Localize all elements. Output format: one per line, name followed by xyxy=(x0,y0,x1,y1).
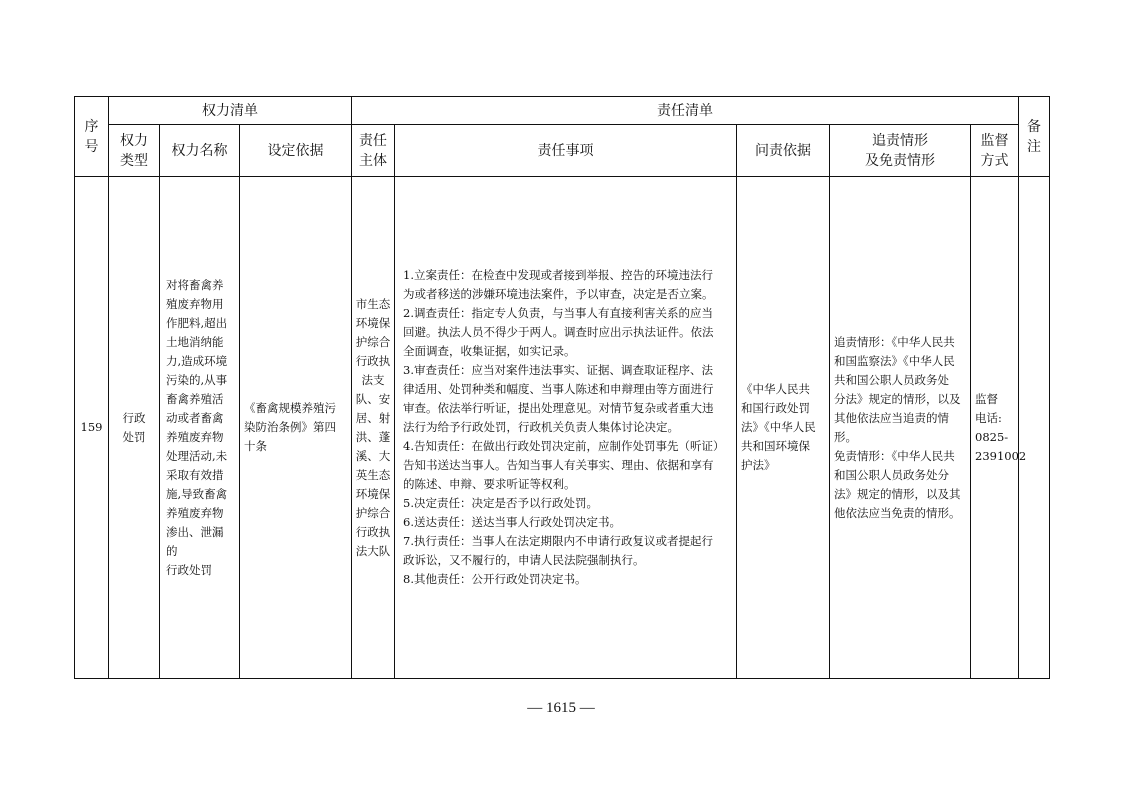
header-seq-text xyxy=(75,117,108,157)
header-responsibility-list: 责任清单 xyxy=(352,97,1019,125)
text-line: 施,导致畜禽 xyxy=(166,486,228,501)
text-line: 及免责情形 xyxy=(865,152,935,169)
text-line: 监督 xyxy=(980,132,1009,149)
legal-basis-text xyxy=(244,399,347,456)
power-responsibility-table xyxy=(74,96,1050,679)
text-line: 行政 xyxy=(122,410,146,425)
header-power-type xyxy=(109,125,160,177)
text-line: 号 xyxy=(84,138,99,155)
text-line: 十条 xyxy=(244,439,267,453)
text-line: 养殖废弃物 xyxy=(166,429,224,444)
text-line: 动或者畜禽 xyxy=(166,410,224,425)
text-line: 土地消纳能 xyxy=(166,334,224,349)
supervision-text xyxy=(975,390,1027,466)
header-remark xyxy=(1019,97,1050,177)
text-line: 告知书送达当事人。告知当事人有关事实、理由、依据和享有 xyxy=(403,458,714,472)
text-line: 法行为给予行政处罚，行政机关负责人集体讨论决定。 xyxy=(403,420,679,434)
text-line: 2.调查责任：指定专人负责，与当事人有直接利害关系的应当 xyxy=(403,306,713,320)
table-row xyxy=(75,177,1050,679)
text-line: 队、安 xyxy=(355,391,391,406)
header-accountability-cases xyxy=(830,125,971,177)
text-line: 共和国环境保 xyxy=(741,439,810,453)
header-subject xyxy=(352,125,395,177)
text-line: 分法》规定的情形，以及 xyxy=(834,391,961,406)
text-line: 审查。依法举行听证，提出处理意见。对情节复杂或者重大违 xyxy=(403,401,714,415)
header-legal-basis: 设定依据 xyxy=(240,125,352,177)
header-power-list: 权力清单 xyxy=(109,97,352,125)
header-power-name: 权力名称 xyxy=(160,125,240,177)
text-line: 处罚 xyxy=(122,429,146,444)
text-line: 市生态 xyxy=(355,296,391,311)
text-line: 类型 xyxy=(120,152,148,169)
header-subject-text xyxy=(352,131,394,171)
text-line: 处理活动,未 xyxy=(166,448,228,463)
text-line: 污染的,从事 xyxy=(166,372,228,387)
text-line: 6.送达责任：送达当事人行政处罚决定书。 xyxy=(403,515,621,529)
text-line: 法》《中华人民 xyxy=(741,420,816,434)
text-line: 法》规定的情形，以及其 xyxy=(834,486,961,501)
header-supervision xyxy=(971,125,1019,177)
text-line: 其他依法应当追责的情 xyxy=(834,410,949,425)
text-line: 追责情形 xyxy=(872,132,928,149)
text-line: 环境保 xyxy=(355,315,391,330)
cell-accountability-cases xyxy=(830,177,971,679)
accountability-basis-text xyxy=(741,380,825,475)
text-line: 3.审查责任：应当对案件违法事实、证据、调查取证程序、法 xyxy=(403,363,713,377)
text-line: 5.决定责任：决定是否予以行政处罚。 xyxy=(403,496,598,510)
text-line: 备 xyxy=(1027,118,1042,135)
text-line: 行政执 xyxy=(355,524,391,539)
text-line: 共和国公职人员政务处 xyxy=(834,372,949,387)
text-line: 对将畜禽养 xyxy=(166,277,224,292)
text-line: 环境保 xyxy=(355,486,391,501)
text-line: 方式 xyxy=(980,152,1009,169)
subject-text xyxy=(352,295,394,561)
text-line: 政诉讼，又不履行的，申请人民法院强制执行。 xyxy=(403,553,645,567)
accountability-cases-text xyxy=(834,333,966,523)
cell-seq: 159 xyxy=(75,177,109,679)
header-duty-items: 责任事项 xyxy=(395,125,737,177)
text-line: 居、射 xyxy=(355,410,391,425)
text-line: 行政执 xyxy=(355,353,391,368)
header-power-type-text xyxy=(109,131,159,171)
header-seq xyxy=(75,97,109,177)
cell-supervision xyxy=(971,177,1027,679)
text-line: 全面调查，收集证据，如实记录。 xyxy=(403,344,576,358)
page-number: — 1615 — xyxy=(527,700,595,716)
header-accountability-basis: 问责依据 xyxy=(737,125,830,177)
text-line: 洪、蓬 xyxy=(355,429,391,444)
cell-power-type xyxy=(109,177,160,679)
text-line: 电话: xyxy=(975,410,1002,425)
text-line: 溪、大 xyxy=(355,448,391,463)
text-line: 护综合 xyxy=(355,505,391,520)
text-line: 他依法应当免责的情形。 xyxy=(834,505,961,520)
text-line: 英生态 xyxy=(355,467,391,482)
text-line: 和国监察法》《中华人民 xyxy=(834,353,955,368)
text-line: 染防治条例》第四 xyxy=(244,420,336,434)
text-line: 殖废弃物用 xyxy=(166,296,224,311)
text-line: 畜禽养殖活 xyxy=(166,391,224,406)
text-line: 形。 xyxy=(834,429,857,444)
text-line: 律适用、处罚种类和幅度、当事人陈述和申辩理由等方面进行 xyxy=(403,382,714,396)
cell-remark xyxy=(1019,177,1050,679)
text-line: 《畜禽规模养殖污 xyxy=(244,401,336,415)
text-line: 注 xyxy=(1027,138,1042,155)
text-line: 养殖废弃物 xyxy=(166,505,224,520)
text-line: 和国公职人员政务处分 xyxy=(834,467,949,482)
text-line: 免责情形：《中华人民共 xyxy=(834,448,955,463)
header-accountability-cases-text xyxy=(830,131,970,171)
cell-duty-items xyxy=(395,177,737,679)
text-line: 0825- xyxy=(975,429,1009,444)
text-line: 力,造成环境 xyxy=(166,353,228,368)
text-line: 护法》 xyxy=(741,458,776,472)
text-line: 1.立案责任：在检查中发现或者接到举报、控告的环境违法行 xyxy=(403,268,713,282)
duty-items-text xyxy=(403,266,730,589)
text-line: 2391002 xyxy=(975,448,1027,463)
text-line: 法大队 xyxy=(355,543,391,558)
text-line: 作肥料,超出 xyxy=(166,315,228,330)
text-line: 责任 xyxy=(359,132,387,149)
power-name-text xyxy=(166,276,233,580)
text-line: 为或者移送的涉嫌环境违法案件，予以审查，决定是否立案。 xyxy=(403,287,714,301)
text-line: 权力 xyxy=(120,132,148,149)
text-line: 序 xyxy=(84,118,99,135)
text-line: 7.执行责任：当事人在法定期限内不申请行政复议或者提起行 xyxy=(403,534,713,548)
text-line: 监督 xyxy=(975,391,998,406)
text-line: 法支 xyxy=(361,372,385,387)
cell-accountability-basis xyxy=(737,177,830,679)
cell-legal-basis xyxy=(240,177,352,679)
text-line: 主体 xyxy=(359,152,387,169)
text-line: 4.告知责任：在做出行政处罚决定前，应制作处罚事先（听证） xyxy=(403,439,725,453)
text-line: 行政处罚 xyxy=(166,562,212,577)
text-line: 渗出、泄漏的 xyxy=(166,524,224,558)
header-supervision-text xyxy=(971,131,1018,171)
header-remark-text xyxy=(1019,117,1049,157)
text-line: 《中华人民共 xyxy=(741,382,810,396)
cell-subject xyxy=(352,177,395,679)
text-line: 采取有效措 xyxy=(166,467,224,482)
text-line: 的陈述、申辩、要求听证等权利。 xyxy=(403,477,576,491)
text-line: 和国行政处罚 xyxy=(741,401,810,415)
text-line: 8.其他责任：公开行政处罚决定书。 xyxy=(403,572,587,586)
power-type-text xyxy=(109,409,159,447)
cell-power-name xyxy=(160,177,240,679)
text-line: 追责情形：《中华人民共 xyxy=(834,334,955,349)
text-line: 回避。执法人员不得少于两人。调查时应出示执法证件。依法 xyxy=(403,325,714,339)
text-line: 护综合 xyxy=(355,334,391,349)
